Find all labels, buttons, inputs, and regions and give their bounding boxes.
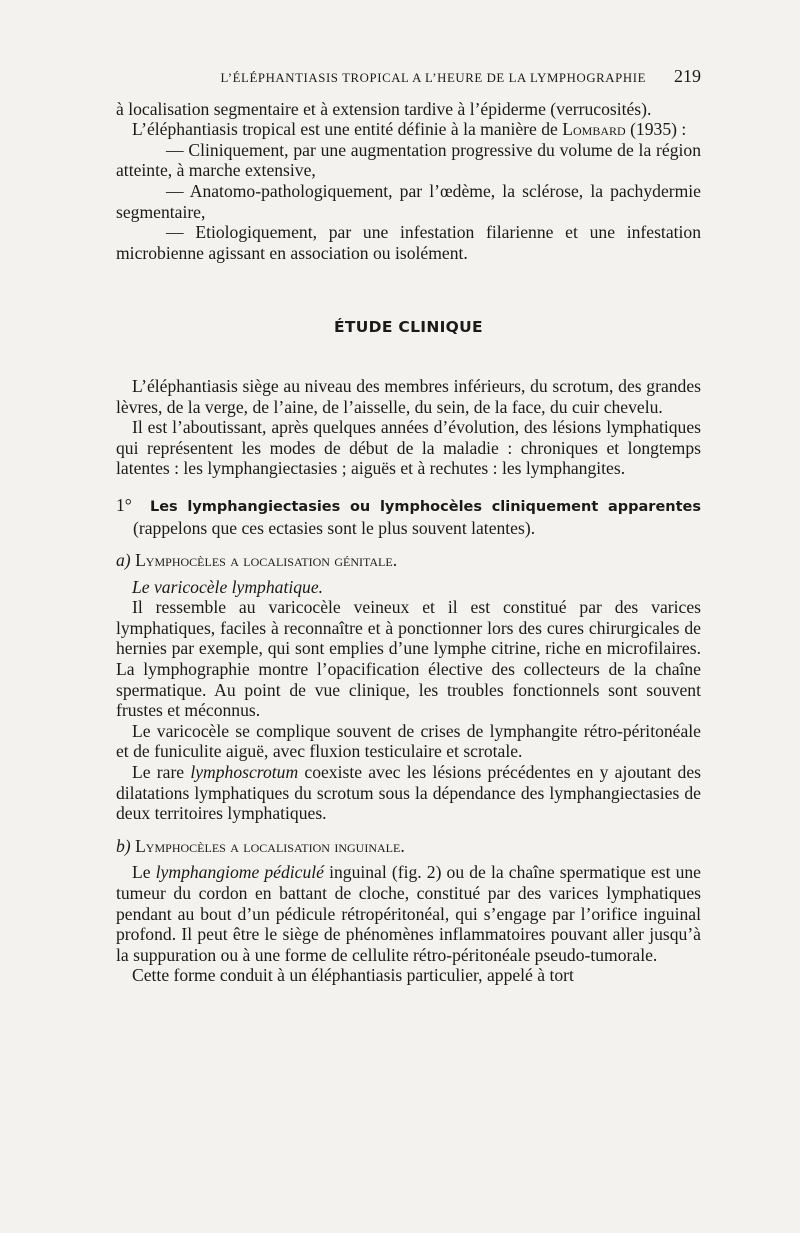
definition-etiology: — Etiologiquement, par une infestation filarienne et une infestation microbienne agissant en association ou isolément. [116, 222, 701, 263]
definition-year: (1935) : [625, 119, 687, 140]
paragraph-varicocele: Il ressemble au varicocèle veineux et il est constitué par des varices lymphatiques, faciles à reconnaître et à ponctionner lors des cures chirurgicales de hernies par exemple, qui sont emplies d’une lymphe citrine, riche en microfilaires. La lymphographie montre l’opacification élective des collecteurs de la chaîne spermatique. Au point de vue clinique, les troubles fonctionnels sont souvent frustes et méconnus. [116, 597, 701, 721]
author-name: Lombard [562, 119, 626, 140]
sub-b-title: Lymphocèles a localisation inguinale. [135, 835, 405, 856]
definition-clinical: — Cliniquement, par une augmentation progressive du volume de la région atteinte, à marche extensive, [116, 139, 701, 181]
paragraph-evolution: Il est l’aboutissant, après quelques années d’évolution, des lésions lymphatiques qui représentent les modes de début de la maladie : chroniques et longtemps latentes : les lymphangiectasies ; aiguës et à rechutes : les lymphangites. [116, 417, 701, 479]
sub-a-letter: a) [116, 550, 131, 571]
paragraph-definition [116, 119, 701, 140]
paragraph-lymphoscrotum [116, 762, 701, 824]
text-fragment: Le rare [132, 762, 191, 783]
text-fragment: coexiste avec les lésions précédentes en y ajoutant des dilatations lymphatiques du scrotum sous la dépendance des lymphangiectasies de deux territoires lymphatiques. [116, 762, 701, 824]
sub-b-letter: b) [116, 835, 131, 856]
page-number: 219 [674, 66, 701, 86]
running-title: L’ÉLÉPHANTIASIS TROPICAL A L’HEURE DE LA LYMPHOGRAPHIE [220, 71, 646, 85]
item-number: 1° [116, 494, 132, 515]
text-fragment: inguinal (fig. 2) ou de la chaîne spermatique est une tumeur du cordon en battant de cloche, constitué par des varices lymphatiques pendant au bout d’un pédicule rétropéritonéal, qui s’engage par l’orifice inguinal profond. Il peut être le siège de phénomènes inflammatoires pouvant aller jusqu’à la suppuration ou à une forme de cellulite rétro-péritonéale pseudo-tumorale. [116, 862, 701, 965]
section-heading: ÉTUDE CLINIQUE [334, 318, 483, 337]
paragraph-lymphangiome [116, 862, 701, 965]
sub-a-title: Lymphocèles a localisation génitale. [135, 550, 398, 571]
item-1-heading [116, 495, 701, 538]
term-lymphangiome: lymphangiome pédiculé [155, 862, 324, 883]
running-header [116, 66, 701, 89]
paragraph-location: L’éléphantiasis siège au niveau des membres inférieurs, du scrotum, des grandes lèvres, de la verge, de l’aine, de l’aisselle, du sein, de la face, du cuir chevelu. [116, 375, 701, 417]
sub-a-subtitle: Le varicocèle lymphatique. [132, 576, 324, 597]
paragraph-continuation: à localisation segmentaire et à extension tardive à l’épiderme (verrucosités). [116, 98, 652, 119]
definition-anatomo: — Anatomo-pathologiquement, par l’œdème, la sclérose, la pachydermie segmentaire, [116, 180, 701, 222]
paragraph-complication: Le varicocèle se complique souvent de crises de lymphangite rétro-péritonéale et de funiculite aiguë, avec fluxion testiculaire et scrotale. [116, 720, 701, 762]
sub-a-heading [116, 550, 701, 571]
sub-b-heading [116, 836, 701, 857]
item-bold-title: Les lymphangiectasies ou lymphocèles cliniquement apparentes [149, 498, 701, 515]
definition-text: L’éléphantiasis tropical est une entité définie à la manière de [132, 119, 563, 140]
item-rest: (rappelons que ces ectasies sont le plus souvent latentes). [133, 517, 536, 538]
term-lymphoscrotum: lymphoscrotum [190, 762, 299, 783]
paragraph-last: Cette forme conduit à un éléphantiasis particulier, appelé à tort [132, 965, 574, 986]
text-column [116, 66, 701, 986]
text-fragment: Le [132, 862, 156, 883]
